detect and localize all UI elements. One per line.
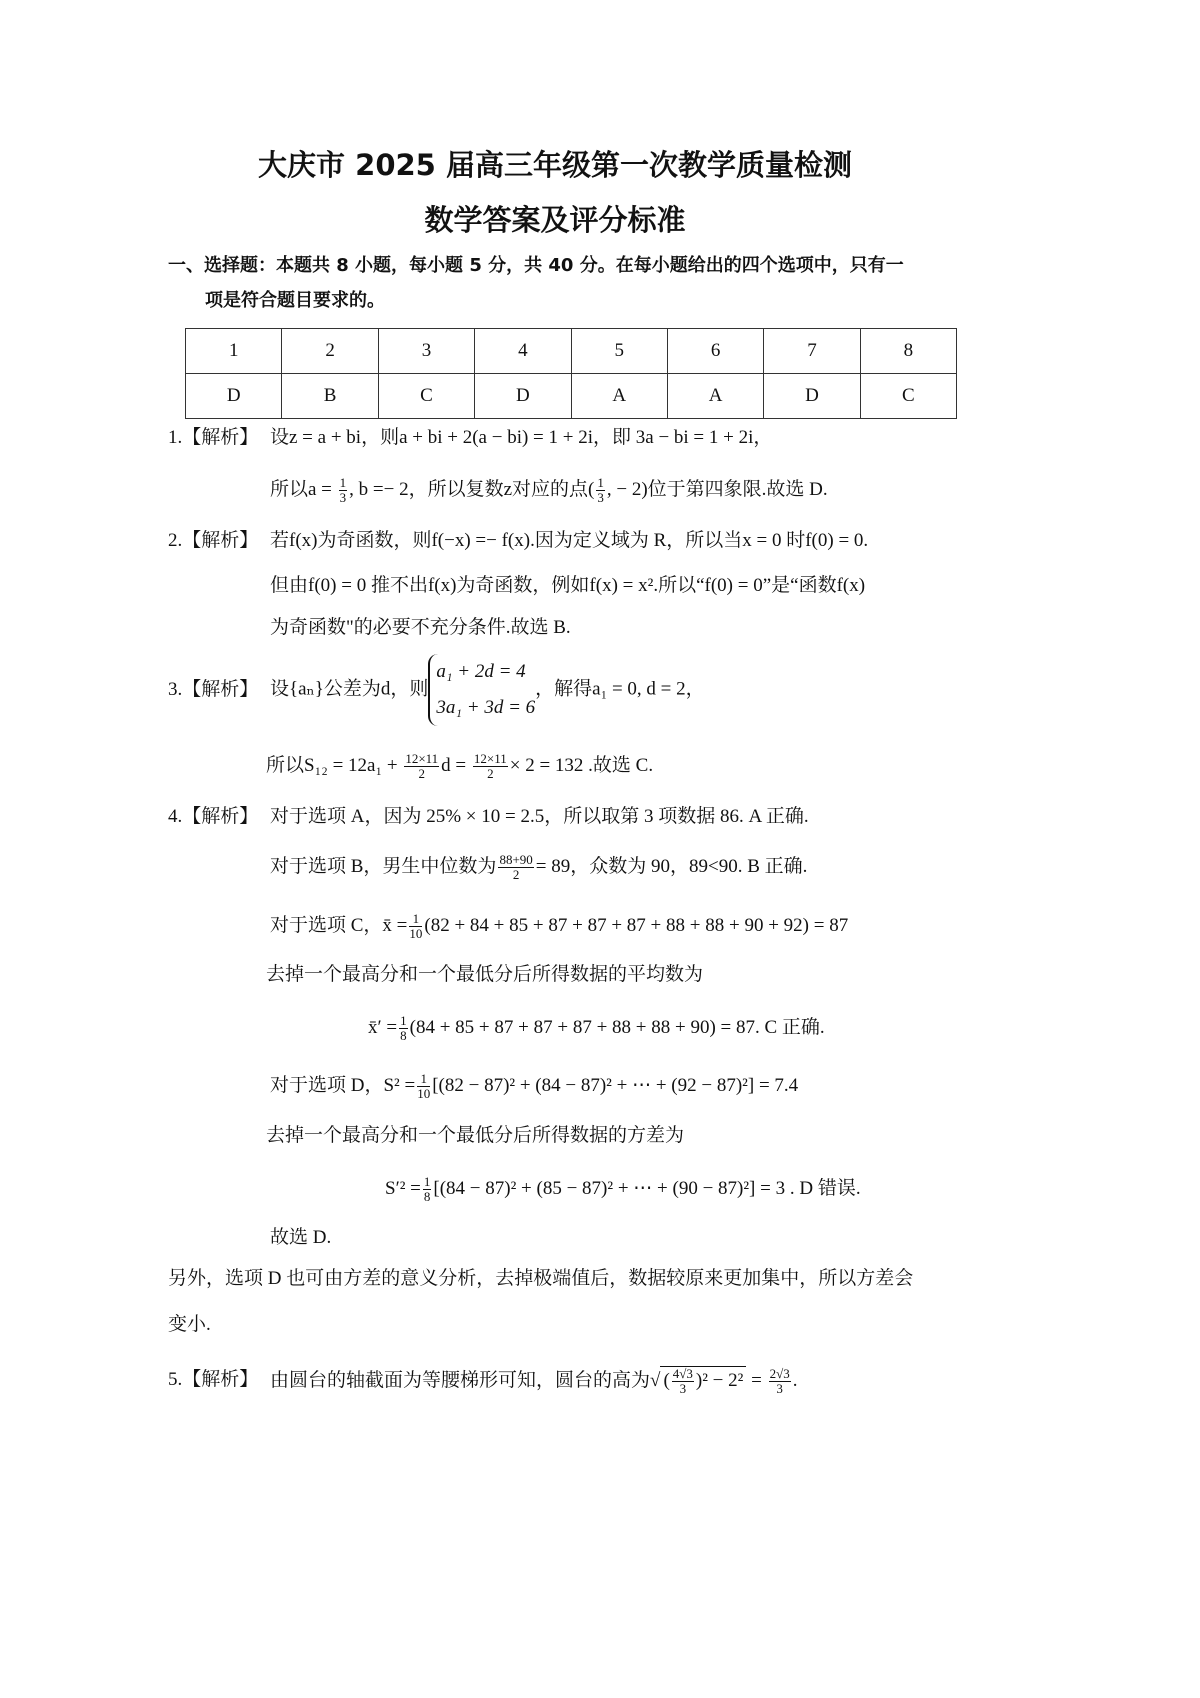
text: (84 + 85 + 87 + 87 + 87 + 88 + 88 + 90) = 87. C 正确. bbox=[409, 1016, 825, 1038]
q4-line7: 去掉一个最高分和一个最低分后所得数据的方差为 bbox=[266, 1125, 685, 1146]
text: S′² = bbox=[385, 1177, 421, 1199]
table-cell: C bbox=[378, 374, 474, 419]
q2-line3: 为奇函数"的必要不充分条件.故选 B. bbox=[270, 617, 571, 638]
numerator: 1 bbox=[423, 1174, 431, 1189]
q3-line2 bbox=[266, 752, 653, 781]
text: × 2 = 132 .故选 C. bbox=[509, 754, 654, 776]
table-cell: B bbox=[282, 374, 378, 419]
numerator: 2√3 bbox=[769, 1366, 790, 1381]
numerator: 1 bbox=[339, 475, 347, 490]
section-heading-cont: 项是符合题目要求的。 bbox=[205, 290, 385, 311]
text: d = bbox=[441, 754, 471, 776]
q3-label: 3.【解析】 bbox=[168, 679, 259, 700]
note-line2: 变小. bbox=[168, 1314, 211, 1335]
answer-table bbox=[185, 328, 957, 419]
denominator: 10 bbox=[417, 1086, 431, 1101]
text: ( bbox=[663, 1369, 670, 1391]
q2-line2: 但由f(0) = 0 推不出f(x)为奇函数，例如f(x) = x².所以“f(0) = 0”是“函数f(x) bbox=[270, 575, 866, 596]
q4-label: 4.【解析】 bbox=[168, 806, 259, 827]
q4-line6 bbox=[270, 1072, 798, 1101]
text: 设{aₙ}公差为d，则 bbox=[270, 678, 429, 700]
table-cell: D bbox=[186, 374, 282, 419]
denominator: 10 bbox=[409, 926, 423, 941]
q4-line4: 去掉一个最高分和一个最低分后所得数据的平均数为 bbox=[266, 964, 704, 985]
equation: 3a₁ + 3d = 6 bbox=[436, 697, 536, 718]
text: 所以a = bbox=[270, 478, 337, 500]
denominator: 8 bbox=[400, 1028, 407, 1043]
table-row-answers bbox=[186, 374, 957, 419]
q4-line5 bbox=[368, 1014, 825, 1043]
q4-line3 bbox=[270, 912, 848, 941]
square-root bbox=[660, 1366, 746, 1396]
numerator: 12×11 bbox=[405, 751, 439, 766]
table-cell: A bbox=[571, 374, 667, 419]
fraction bbox=[409, 912, 422, 941]
text: 对于选项 C，x̄ = bbox=[270, 914, 408, 936]
text: , b =− 2，所以复数z对应的点( bbox=[349, 478, 595, 500]
equation: a₁ + 2d = 4 bbox=[436, 661, 526, 682]
q2-line1: 若f(x)为奇函数，则f(−x) =− f(x).因为定义域为 R，所以当x = 0 时f(0) = 0. bbox=[270, 530, 869, 551]
q2-label: 2.【解析】 bbox=[168, 530, 259, 551]
denominator: 2 bbox=[418, 766, 425, 781]
table-row-numbers bbox=[186, 329, 957, 374]
table-cell: 4 bbox=[475, 329, 571, 374]
fraction bbox=[417, 1072, 430, 1101]
table-cell: D bbox=[764, 374, 860, 419]
denominator: 3 bbox=[679, 1381, 687, 1396]
q1-label: 1.【解析】 bbox=[168, 427, 259, 448]
q1-line1: 设z = a + bi，则a + bi + 2(a − bi) = 1 + 2i，即 3a − bi = 1 + 2i， bbox=[270, 427, 773, 448]
q4-line9: 故选 D. bbox=[270, 1227, 332, 1248]
fraction bbox=[672, 1367, 694, 1396]
q5-line1 bbox=[270, 1366, 797, 1396]
text: 所以S₁₂ = 12a₁ + bbox=[266, 754, 403, 776]
denominator: 3 bbox=[776, 1381, 783, 1396]
text: . bbox=[792, 1369, 798, 1391]
text: = 89，众数为 90，89<90. B 正确. bbox=[535, 855, 808, 877]
fraction bbox=[498, 853, 533, 882]
table-cell: A bbox=[667, 374, 763, 419]
fraction bbox=[339, 476, 348, 505]
table-cell: 3 bbox=[378, 329, 474, 374]
fraction bbox=[473, 752, 508, 781]
document-subtitle: 数学答案及评分标准 bbox=[424, 203, 686, 237]
numerator: 1 bbox=[409, 912, 422, 927]
q4-line1: 对于选项 A，因为 25% × 10 = 2.5，所以取第 3 项数据 86. A 正确. bbox=[270, 806, 809, 827]
numerator: 88+90 bbox=[499, 852, 533, 867]
text: 由圆台的轴截面为等腰梯形可知，圆台的高为√ bbox=[270, 1369, 661, 1391]
equation-system bbox=[428, 654, 535, 726]
note-line1: 另外，选项 D 也可由方差的意义分析，去掉极端值后，数据较原来更加集中，所以方差会 bbox=[168, 1268, 914, 1289]
text: x̄′ = bbox=[368, 1016, 398, 1038]
q1-line2 bbox=[270, 476, 828, 505]
table-cell: 1 bbox=[186, 329, 282, 374]
table-cell: C bbox=[860, 374, 956, 419]
numerator: 1 bbox=[417, 1072, 430, 1087]
denominator: 2 bbox=[487, 766, 494, 781]
q4-line2 bbox=[270, 853, 807, 882]
table-cell: 5 bbox=[571, 329, 667, 374]
fraction bbox=[596, 476, 605, 505]
text: ，解得a₁ = 0, d = 2， bbox=[535, 678, 705, 700]
document-title: 大庆市 2025 届高三年级第一次教学质量检测 bbox=[258, 148, 852, 182]
table-cell: D bbox=[475, 374, 571, 419]
text: 对于选项 D，S² = bbox=[270, 1074, 416, 1096]
table-cell: 2 bbox=[282, 329, 378, 374]
denominator: 3 bbox=[339, 490, 347, 505]
text: (82 + 84 + 85 + 87 + 87 + 87 + 88 + 88 + 90 + 92) = 87 bbox=[424, 914, 849, 936]
fraction bbox=[423, 1175, 432, 1204]
text: [(84 − 87)² + (85 − 87)² + ⋯ + (90 − 87)²] = 3 . D 错误. bbox=[433, 1177, 861, 1199]
fraction bbox=[399, 1014, 408, 1043]
q4-line8 bbox=[385, 1175, 861, 1204]
section-heading: 一、选择题：本题共 8 小题，每小题 5 分，共 40 分。在每小题给出的四个选项中，只有一 bbox=[168, 255, 904, 276]
denominator: 2 bbox=[512, 867, 520, 882]
text: )² − 2² bbox=[695, 1369, 744, 1391]
denominator: 3 bbox=[597, 490, 604, 505]
text: [(82 − 87)² + (84 − 87)² + ⋯ + (92 − 87)²] = 7.4 bbox=[432, 1074, 799, 1096]
numerator: 1 bbox=[597, 475, 604, 490]
q3-line1 bbox=[270, 654, 705, 726]
text: , − 2)位于第四象限.故选 D. bbox=[606, 478, 828, 500]
text: = bbox=[746, 1369, 767, 1391]
q5-label: 5.【解析】 bbox=[168, 1369, 259, 1390]
table-cell: 7 bbox=[764, 329, 860, 374]
text: 对于选项 B，男生中位数为 bbox=[270, 855, 497, 877]
numerator: 1 bbox=[400, 1013, 407, 1028]
numerator: 4√3 bbox=[672, 1366, 693, 1381]
denominator: 8 bbox=[423, 1189, 431, 1204]
table-cell: 6 bbox=[667, 329, 763, 374]
fraction bbox=[769, 1367, 791, 1396]
table-cell: 8 bbox=[860, 329, 956, 374]
fraction bbox=[404, 752, 439, 781]
numerator: 12×11 bbox=[473, 751, 507, 766]
